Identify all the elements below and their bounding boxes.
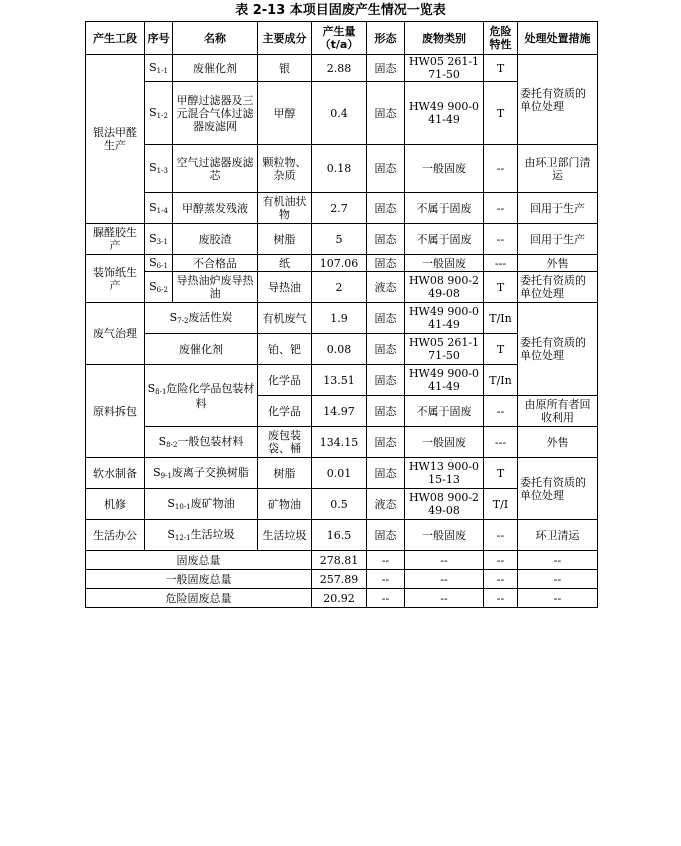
disposal-cell: 委托有资质的单位处理 xyxy=(518,303,598,396)
table-row xyxy=(86,224,598,255)
hazard-cell: T xyxy=(484,334,518,365)
dash-cell: -- xyxy=(484,551,518,570)
disposal-cell: 外售 xyxy=(518,255,598,272)
hazard-cell: -- xyxy=(484,193,518,224)
component-cell: 有机废气 xyxy=(258,303,312,334)
group-cell: 装饰纸生产 xyxy=(86,255,145,303)
header-amount: 产生量（t/a） xyxy=(312,22,367,55)
category-cell: 一般固废 xyxy=(405,255,484,272)
form-cell: 固态 xyxy=(367,55,405,82)
hazard-cell: T xyxy=(484,82,518,145)
disposal-cell: 委托有资质的单位处理 xyxy=(518,458,598,520)
dash-cell: -- xyxy=(367,551,405,570)
seq-cell: $S_{1-4}$ xyxy=(145,193,173,224)
form-cell: 固态 xyxy=(367,303,405,334)
total-row xyxy=(86,570,598,589)
dash-cell: -- xyxy=(484,589,518,608)
hazard-cell: -- xyxy=(484,145,518,193)
group-cell: 废气治理 xyxy=(86,303,145,365)
component-cell: 化学品 xyxy=(258,365,312,396)
dash-cell: -- xyxy=(518,570,598,589)
form-cell: 固态 xyxy=(367,334,405,365)
amount-cell: 0.08 xyxy=(312,334,367,365)
category-cell: HW05 261-171-50 xyxy=(405,334,484,365)
header-hazard: 危险特性 xyxy=(484,22,518,55)
category-cell: HW05 261-171-50 xyxy=(405,55,484,82)
seq-cell: $S_{6-2}$ xyxy=(145,272,173,303)
total-label: 危险固废总量 xyxy=(86,589,312,608)
name-cell: 废催化剂 xyxy=(173,55,258,82)
component-cell: 导热油 xyxy=(258,272,312,303)
category-cell: HW08 900-249-08 xyxy=(405,272,484,303)
total-amount: 257.89 xyxy=(312,570,367,589)
hazard-cell: T xyxy=(484,272,518,303)
form-cell: 固态 xyxy=(367,396,405,427)
table-row xyxy=(86,427,598,458)
disposal-cell: 回用于生产 xyxy=(518,193,598,224)
amount-cell: 16.5 xyxy=(312,520,367,551)
category-cell: 一般固废 xyxy=(405,427,484,458)
group-cell: 脲醛胶生产 xyxy=(86,224,145,255)
amount-cell: 2.7 xyxy=(312,193,367,224)
hazard-cell: --- xyxy=(484,255,518,272)
hazard-cell: -- xyxy=(484,224,518,255)
category-cell: HW49 900-041-49 xyxy=(405,82,484,145)
dash-cell: -- xyxy=(405,589,484,608)
header-seq: 序号 xyxy=(145,22,173,55)
table-row xyxy=(86,272,598,303)
amount-cell: 0.01 xyxy=(312,458,367,489)
dash-cell: -- xyxy=(405,551,484,570)
amount-cell: 134.15 xyxy=(312,427,367,458)
amount-cell: 0.5 xyxy=(312,489,367,520)
category-cell: HW13 900-015-13 xyxy=(405,458,484,489)
amount-cell: 5 xyxy=(312,224,367,255)
seq-cell: $S_{1-1}$ xyxy=(145,55,173,82)
disposal-cell: 由环卫部门清运 xyxy=(518,145,598,193)
group-cell: 原料拆包 xyxy=(86,365,145,458)
hazard-cell: T/I xyxy=(484,489,518,520)
header-category: 废物类别 xyxy=(405,22,484,55)
component-cell: 树脂 xyxy=(258,458,312,489)
name-cell: 导热油炉废导热油 xyxy=(173,272,258,303)
hazard-cell: -- xyxy=(484,520,518,551)
dash-cell: -- xyxy=(367,570,405,589)
name-cell: $S_{8-2}$一般包装材料 xyxy=(145,427,258,458)
table-row xyxy=(86,255,598,272)
dash-cell: -- xyxy=(484,570,518,589)
solid-waste-table xyxy=(85,21,598,608)
total-label: 一般固废总量 xyxy=(86,570,312,589)
group-cell: 生活办公 xyxy=(86,520,145,551)
form-cell: 固态 xyxy=(367,427,405,458)
total-row xyxy=(86,589,598,608)
category-cell: 不属于固废 xyxy=(405,224,484,255)
dash-cell: -- xyxy=(367,589,405,608)
header-component: 主要成分 xyxy=(258,22,312,55)
disposal-cell: 环卫清运 xyxy=(518,520,598,551)
component-cell: 生活垃圾 xyxy=(258,520,312,551)
disposal-cell: 由原所有者回收利用 xyxy=(518,396,598,427)
component-cell: 银 xyxy=(258,55,312,82)
category-cell: HW49 900-041-49 xyxy=(405,303,484,334)
header-disposal: 处理处置措施 xyxy=(518,22,598,55)
group-cell: 软水制备 xyxy=(86,458,145,489)
component-cell: 甲醇 xyxy=(258,82,312,145)
form-cell: 固态 xyxy=(367,365,405,396)
category-cell: 不属于固废 xyxy=(405,396,484,427)
form-cell: 液态 xyxy=(367,489,405,520)
dash-cell: -- xyxy=(518,551,598,570)
category-cell: HW49 900-041-49 xyxy=(405,365,484,396)
name-cell: 空气过滤器废滤芯 xyxy=(173,145,258,193)
group-cell: 机修 xyxy=(86,489,145,520)
disposal-cell: 委托有资质的单位处理 xyxy=(518,55,598,145)
seq-cell: $S_{1-3}$ xyxy=(145,145,173,193)
table-row xyxy=(86,55,598,82)
category-cell: 一般固废 xyxy=(405,145,484,193)
dash-cell: -- xyxy=(405,570,484,589)
form-cell: 固态 xyxy=(367,520,405,551)
form-cell: 液态 xyxy=(367,272,405,303)
total-label: 固废总量 xyxy=(86,551,312,570)
name-cell: $S_{10-1}$废矿物油 xyxy=(145,489,258,520)
component-cell: 纸 xyxy=(258,255,312,272)
component-cell: 树脂 xyxy=(258,224,312,255)
amount-cell: 2.88 xyxy=(312,55,367,82)
table-row xyxy=(86,303,598,334)
amount-cell: 14.97 xyxy=(312,396,367,427)
component-cell: 铂、钯 xyxy=(258,334,312,365)
disposal-cell: 回用于生产 xyxy=(518,224,598,255)
component-cell: 矿物油 xyxy=(258,489,312,520)
group-cell: 银法甲醛生产 xyxy=(86,55,145,224)
header-form: 形态 xyxy=(367,22,405,55)
hazard-cell: T/In xyxy=(484,365,518,396)
name-cell: 废胶渣 xyxy=(173,224,258,255)
table-row xyxy=(86,145,598,193)
seq-cell: $S_{6-1}$ xyxy=(145,255,173,272)
table-title: 表 2-13 本项目固废产生情况一览表 xyxy=(235,3,446,18)
category-cell: 一般固废 xyxy=(405,520,484,551)
amount-cell: 2 xyxy=(312,272,367,303)
hazard-cell: T xyxy=(484,55,518,82)
name-cell: 甲醇过滤器及三元混合气体过滤器废滤网 xyxy=(173,82,258,145)
name-cell: 不合格品 xyxy=(173,255,258,272)
amount-cell: 107.06 xyxy=(312,255,367,272)
table-row xyxy=(86,520,598,551)
category-cell: HW08 900-249-08 xyxy=(405,489,484,520)
seq-cell: $S_{1-2}$ xyxy=(145,82,173,145)
total-amount: 278.81 xyxy=(312,551,367,570)
hazard-cell: --- xyxy=(484,427,518,458)
header-row xyxy=(86,22,598,55)
component-cell: 颗粒物、杂质 xyxy=(258,145,312,193)
name-cell: 甲醇蒸发残液 xyxy=(173,193,258,224)
disposal-cell: 外售 xyxy=(518,427,598,458)
form-cell: 固态 xyxy=(367,224,405,255)
hazard-cell: T/In xyxy=(484,303,518,334)
form-cell: 固态 xyxy=(367,458,405,489)
component-cell: 化学品 xyxy=(258,396,312,427)
name-cell: $S_{7-2}$废活性炭 xyxy=(145,303,258,334)
name-cell: $S_{9-1}$废离子交换树脂 xyxy=(145,458,258,489)
seq-cell: $S_{3-1}$ xyxy=(145,224,173,255)
name-cell: $S_{8-1}$危险化学品包装材料 xyxy=(145,365,258,427)
component-cell: 有机油状物 xyxy=(258,193,312,224)
amount-cell: 0.4 xyxy=(312,82,367,145)
total-amount: 20.92 xyxy=(312,589,367,608)
disposal-cell: 委托有资质的单位处理 xyxy=(518,272,598,303)
form-cell: 固态 xyxy=(367,255,405,272)
hazard-cell: -- xyxy=(484,396,518,427)
form-cell: 固态 xyxy=(367,145,405,193)
form-cell: 固态 xyxy=(367,193,405,224)
header-name: 名称 xyxy=(173,22,258,55)
dash-cell: -- xyxy=(518,589,598,608)
amount-cell: 0.18 xyxy=(312,145,367,193)
table-row xyxy=(86,193,598,224)
total-row xyxy=(86,551,598,570)
table-row xyxy=(86,458,598,489)
amount-cell: 13.51 xyxy=(312,365,367,396)
form-cell: 固态 xyxy=(367,82,405,145)
amount-cell: 1.9 xyxy=(312,303,367,334)
component-cell: 废包装袋、桶 xyxy=(258,427,312,458)
name-cell: $S_{12-1}$生活垃圾 xyxy=(145,520,258,551)
hazard-cell: T xyxy=(484,458,518,489)
header-section: 产生工段 xyxy=(86,22,145,55)
category-cell: 不属于固废 xyxy=(405,193,484,224)
name-cell: 废催化剂 xyxy=(145,334,258,365)
